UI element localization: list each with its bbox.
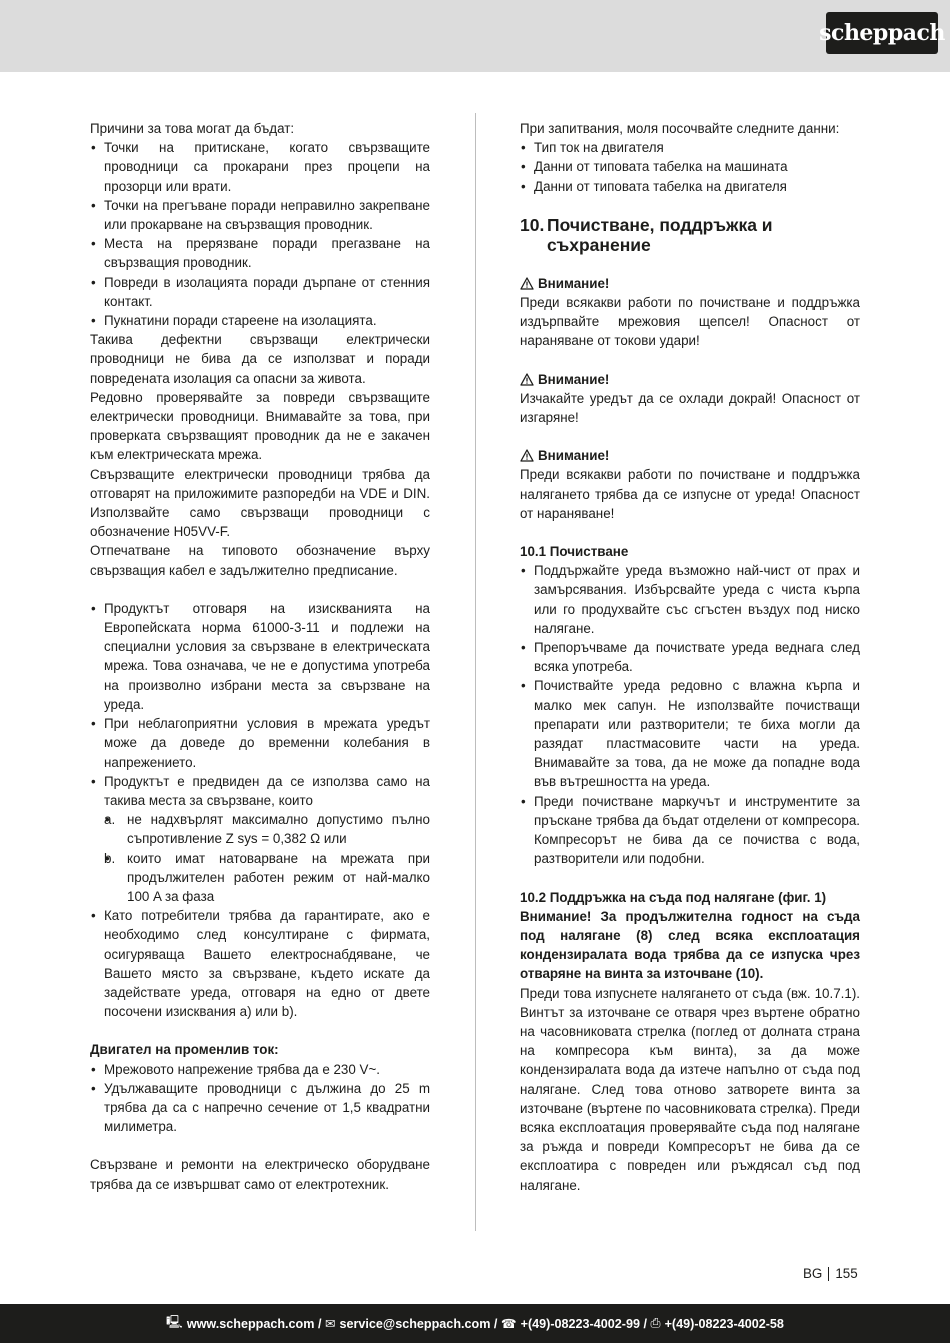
causes-intro: Причини за това могат да бъдат: xyxy=(90,121,295,136)
list-item: • Пукнатини поради стареене на изолацията. xyxy=(90,311,430,330)
footer-bar xyxy=(0,1304,950,1343)
warning-text: Преди всякакви работи по почистване и поддръжка издърпвайте мрежовия щепсел! Опасност от нараняване от токови удари! xyxy=(520,295,860,349)
requirements-list xyxy=(90,599,430,1021)
spacer xyxy=(90,1136,430,1155)
list-item: • Данни от типовата табелка на машината xyxy=(520,157,860,176)
footer-website[interactable]: www.scheppach.com xyxy=(186,1316,315,1331)
spacer xyxy=(520,427,860,446)
warning-title xyxy=(520,370,860,389)
sub-list xyxy=(104,810,430,906)
sub-marker: • b. xyxy=(104,850,116,866)
footer-separator: / xyxy=(639,1316,651,1331)
list-item: • Преди почистване маркучът и инструментите за пръскане трябва да бъдат отделени от компресора. Компресорът не бива да се почиства с вода, разтворители или подобни. xyxy=(520,792,860,869)
list-item: • Точки на прегъване поради неправилно закрепване или прокарване на свързващия проводник. xyxy=(90,196,430,234)
page-number-separator xyxy=(828,1267,829,1281)
spacer xyxy=(520,523,860,542)
section-heading xyxy=(520,215,860,255)
spacer xyxy=(90,1021,430,1040)
list-item: • Тип ток на двигателя xyxy=(520,138,860,157)
phone-icon: ☎ xyxy=(500,1317,517,1331)
ac-motor-list xyxy=(90,1060,430,1137)
warning-triangle-icon xyxy=(520,449,534,462)
spacer xyxy=(520,351,860,370)
list-item: • Повреди в изолацията поради дърпане от стенния контакт. xyxy=(90,273,430,311)
sub-marker: • a. xyxy=(104,812,116,828)
paragraph-repairs: Свързване и ремонти на електрическо оборудване трябва да се извършват само от електротехник. xyxy=(90,1157,430,1192)
envelope-icon: ✉ xyxy=(324,1317,336,1331)
section-number: 10. xyxy=(520,214,545,235)
page-number xyxy=(803,1266,858,1281)
list-item: • Удължаващите проводници с дължина до 25 m трябва да са с напречно сечение от 1,5 квадратни милиметра. xyxy=(90,1079,430,1137)
footer-separator: / xyxy=(314,1316,325,1331)
warning-block xyxy=(520,274,860,351)
warning-triangle-icon xyxy=(520,373,534,386)
sub-list-item xyxy=(104,849,430,907)
list-item: • При неблагоприятни условия в мрежата уредът може да доведе до временни колебания в напрежението. xyxy=(90,714,430,772)
warning-text: Изчакайте уредът да се охлади докрай! Опасност от изгаряне! xyxy=(520,390,860,426)
inquiry-list xyxy=(520,138,860,196)
paragraph-defective: Такива дефектни свързващи електрически проводници не бива да се използват и поради повредената изолация са опасни за живота. xyxy=(90,332,430,386)
page-number-value: 155 xyxy=(835,1266,858,1281)
scheppach-logo xyxy=(819,12,945,54)
list-item: • Почиствайте уреда редовно с влажна кърпа и малко мек сапун. Не използвайте почистващи препарати или разтворители; те биха могли да разядат пластмасовите части на уреда. Внимавайте за това, да не може да попадне вода във вътрешността на уреда. xyxy=(520,676,860,791)
spacer xyxy=(90,580,430,599)
list-item: • Точки на притискане, когато свързващите проводници са прокарани през процепи на прозорци или врати. xyxy=(90,138,430,196)
cleaning-list xyxy=(520,561,860,868)
paragraph-standards: Свързващите електрически проводници трябва да отговарят на приложимите разпоредби на VDE и DIN. Използвайте само свързващи проводници с обозначение H05VV-F. xyxy=(90,466,430,540)
warning-title xyxy=(520,274,860,293)
page-language: BG xyxy=(803,1266,823,1281)
fax-icon: ⎙ xyxy=(650,1316,661,1330)
maintenance-heading: 10.2 Поддръжка на съда под налягане (фиг. 1) xyxy=(520,889,827,905)
warning-label: Внимание! xyxy=(538,371,610,387)
right-column xyxy=(520,119,860,1195)
column-divider xyxy=(475,113,476,1231)
warning-text: Преди всякакви работи по почистване и поддръжка налягането трябва да се изпусне от уреда! Опасност от нараняване! xyxy=(520,467,860,521)
paragraph-marking: Отпечатване на типовото обозначение върху свързващия кабел е задължително предписание. xyxy=(90,543,430,578)
warning-block xyxy=(520,370,860,428)
warning-label: Внимание! xyxy=(538,448,610,464)
monitor-icon: 🖳 xyxy=(166,1315,183,1329)
spacer xyxy=(520,196,860,215)
list-item: • Места на прерязване поради прегазване на свързващия проводник. xyxy=(90,234,430,272)
paragraph-check: Редовно проверявайте за повреди свързващите електрически проводници. Внимавайте за това, при проверката свързващият проводник да не е закачен към електрическата мрежа. xyxy=(90,389,430,463)
sub-text: които имат натоварване на мрежата при продължителен работен режим от най-малко 100 A за фаза xyxy=(127,850,430,904)
list-item-text: Продуктът е предвиден да се използва само на такива места за свързване, които xyxy=(104,773,430,808)
sub-list-item xyxy=(104,810,430,848)
causes-list xyxy=(90,138,430,330)
list-item: • Препоръчваме да почиствате уреда веднага след всяка употреба. xyxy=(520,638,860,676)
list-item xyxy=(90,772,430,906)
spacer xyxy=(520,869,860,888)
warning-title xyxy=(520,446,860,465)
section-title: Почистване, поддръжка и съхранение xyxy=(547,214,773,255)
inquiry-intro: При запитвания, моля посочвайте следните данни: xyxy=(520,121,840,136)
footer-separator: / xyxy=(490,1316,501,1331)
footer-fax: +(49)-08223-4002-58 xyxy=(664,1316,784,1331)
warning-triangle-icon xyxy=(520,277,534,290)
footer-email[interactable]: service@scheppach.com xyxy=(339,1316,491,1331)
maintenance-text: Преди това изпуснете налягането от съда (вж. 10.7.1). Винтът за източване се отваря чрез въртене обратно на часовниковата стрелка (поглед от долната страна на компресора към винта), за да може кондензиралата вода да изтече напълно от съда под налягане. След това отново затворете винта за източване (въртене по часовниковата стрелка). Преди всяка експлоатация проверявайте съда под налягане за ръжда и повреди Компресорът не бива да се експлоатира с повреден или ръждясал съд под налягане. xyxy=(520,985,860,1193)
maintenance-warning: Внимание! За продължителна годност на съда под налягане (8) след всяка експлоатация кондензиралата вода трябва да се изпуска чрез отваряне на винта за източване (10). xyxy=(520,908,860,982)
warning-block xyxy=(520,446,860,523)
list-item: • Като потребители трябва да гарантирате, ако е необходимо след консултиране с фирмата, осигуряваща Вашето електроснабдяване, че Вашето място за свързване, където искате да задействате уреда, отговаря на едно от двете посочени изисквания a) или b). xyxy=(90,906,430,1021)
logo-text: scheppach xyxy=(819,20,945,46)
cleaning-heading: 10.1 Почистване xyxy=(520,544,629,560)
sub-text: не надхвърлят максимално допустимо пълно съпротивление Z sys = 0,382 Ω или xyxy=(127,812,430,847)
header-band xyxy=(0,0,950,72)
ac-motor-heading: Двигател на променлив ток: xyxy=(90,1042,279,1058)
list-item: • Мрежовото напрежение трябва да е 230 V~. xyxy=(90,1060,430,1079)
list-item: • Данни от типовата табелка на двигателя xyxy=(520,177,860,196)
spacer xyxy=(520,255,860,274)
list-item: • Поддържайте уреда възможно най-чист от прах и замърсявания. Избърсвайте уреда с чиста кърпа или го продухвайте със сгъстен въздух под ниско налягане. xyxy=(520,561,860,638)
list-item: • Продуктът отговаря на изискванията на Европейската норма 61000-3-11 и подлежи на специални условия за свързване в електрическата мрежа. Това означава, че не е допустима употреба на произволно избрани места за свързване на уреда. xyxy=(90,599,430,714)
left-column xyxy=(90,119,430,1194)
footer-phone[interactable]: +(49)-08223-4002-99 xyxy=(520,1316,640,1331)
warning-label: Внимание! xyxy=(538,275,610,291)
